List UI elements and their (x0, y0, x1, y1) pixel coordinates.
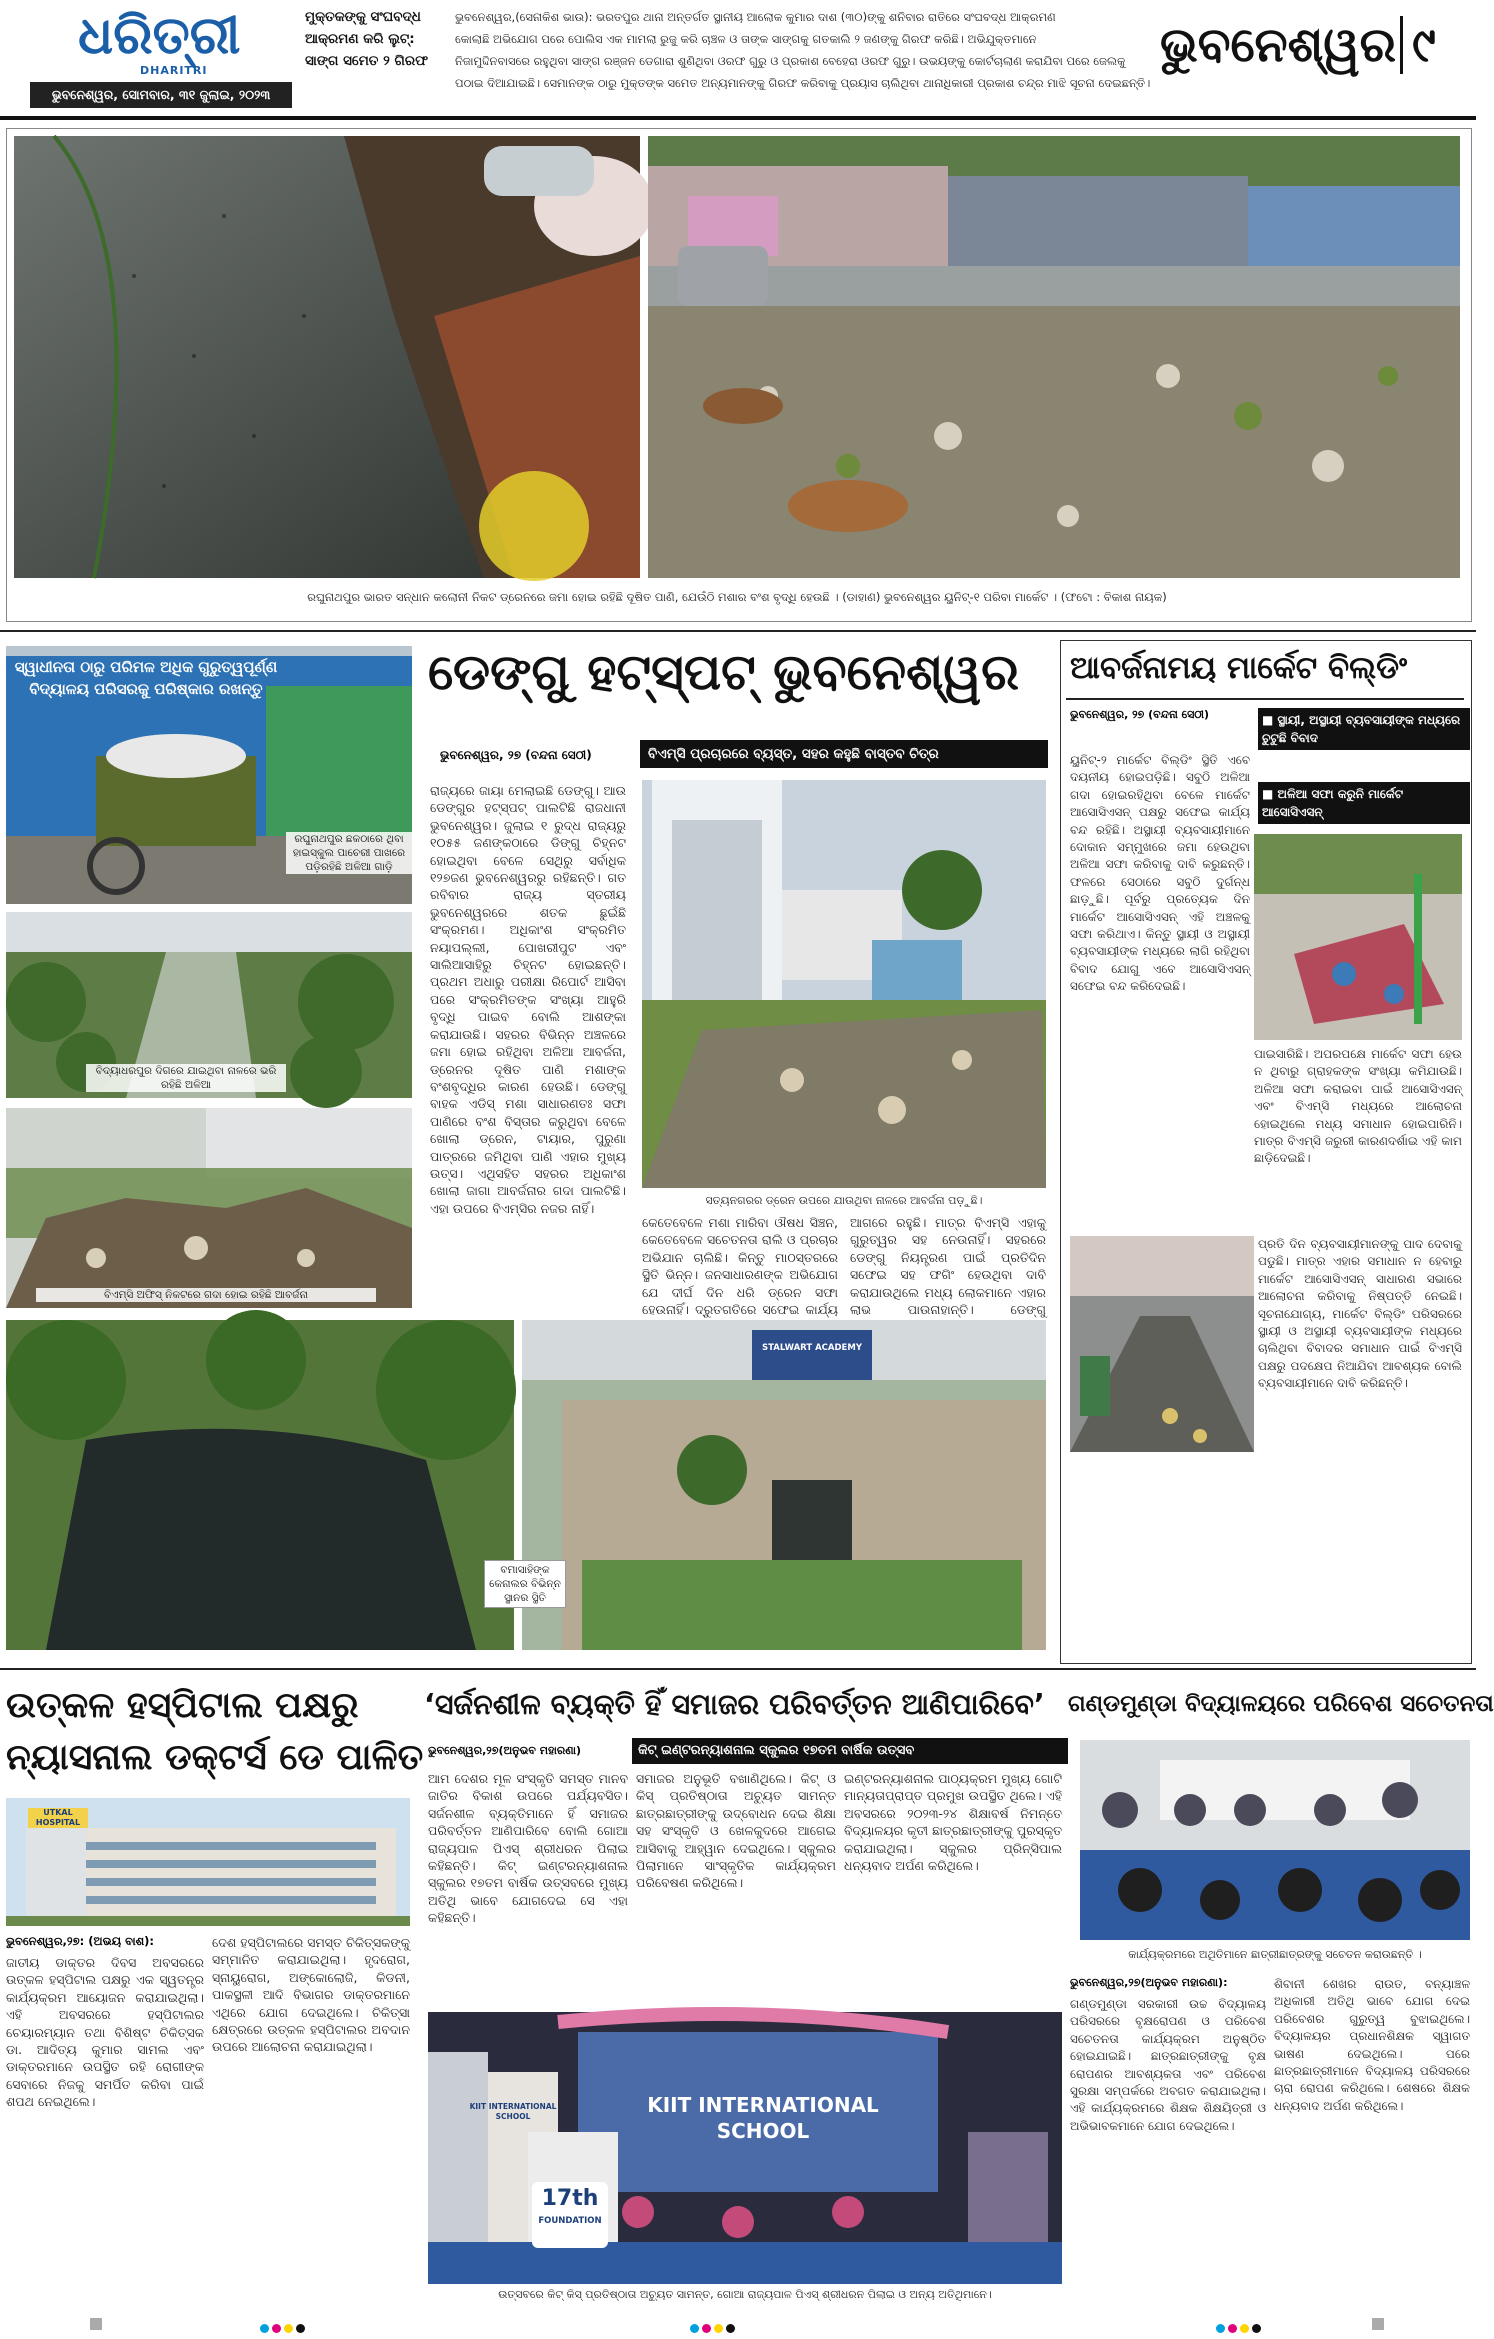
market-bullet-1 (1258, 708, 1470, 750)
photo-caption-left-3: ବିଏମ୍‌ସି ଅଫିସ୍‌ ନିକଟରେ ଗଦା ହୋଇ ରହିଛି ଆବର୍ଜନା (36, 1288, 376, 1302)
registration-dot (1240, 2324, 1249, 2333)
kiit-event-photo (428, 2012, 1062, 2284)
culvert-image (522, 1320, 1046, 1650)
kiit-body-col-1: ଆମ ଦେଶର ମୂଳ ସଂସ୍କୃତି ସମସ୍ତ ମାନବ ଜାତିର ବିକାଶ ଉପରେ ପର୍ଯ୍ୟବସିତ। ସର୍ଜନଶୀଳ ବ୍ୟକ୍ତିମାନେ ହିଁ ସମାଜର ପରିବର୍ତ୍ତନ ଆଣିପାରିବେ ବୋଲି ଗୋଆ ରାଜ୍ୟପାଳ ପିଏସ୍‌ ଶ୍ରୀଧରନ ପିଲାଇ କହିଛନ୍ତି। କିଟ୍‌ ଇଣ୍ଟରନ୍ୟାଶନାଲ ସ୍କୁଲର ୧୭ତମ ବାର୍ଷିକ ଉତ୍ସବରେ ମୁଖ୍ୟ ଅତିଥି ଭାବେ ଯୋଗଦେଇ ସେ ଏହା କହିଛନ୍ତି। (428, 1771, 628, 1926)
vegetable-market-photo (648, 136, 1460, 578)
main-headline: ଡେଙ୍ଗୁ ହଟ୍‌ସ୍ପଟ୍‌ ଭୁବନେଶ୍ୱର (428, 643, 1019, 701)
school-body-col-1: ଗଣ୍ଡମୁଣ୍ଡା ସରକାରୀ ଉଚ୍ଚ ବିଦ୍ୟାଳୟ ପରିସରରେ ବୃକ୍ଷରୋପଣ ଓ ପରିବେଶ ସଚେତନତା କାର୍ଯ୍ୟକ୍ରମ ଅନୁଷ୍ଠିତ ହୋଇଯାଇଛି। ଛାତ୍ରଛାତ୍ରୀଙ୍କୁ ବୃକ୍ଷ ରୋପଣର ଆବଶ୍ୟକତା ଏବଂ ପରିବେଶ ସୁରକ୍ଷା ସମ୍ପର୍କରେ ଅବଗତ କରାଯାଇଥିଲା। ଏହି କାର୍ଯ୍ୟକ୍ରମରେ ଶିକ୍ଷକ ଶିକ୍ଷୟିତ୍ରୀ ଓ ଅଭିଭାବକମାନେ ଯୋଗ ଦେଇଥିଲେ। (1070, 1997, 1266, 2133)
page-number: ୯ (1412, 17, 1436, 73)
market-body-b: ପାଇସାରିଛି। ଅପରପକ୍ଷେ ମାର୍କେଟ ସଫା ହେଉ ନ ଥିବାରୁ ଗ୍ରାହକଙ୍କ ସଂଖ୍ୟା କମିଯାଉଛି। ଅଳିଆ ସଫା କରାଇବା ପାଇଁ ଆସୋସିଏସନ୍‌ ଏବଂ ବିଏମ୍‌ସି ମଧ୍ୟରେ ଆଲୋଚନା ହୋଇଥିଲେ ମଧ୍ୟ ସମାଧାନ ହୋଇପାରିନି। ମାତ୍ର ବିଏମ୍‌ସି ଜରୁରୀ କାରଣଦର୍ଶାଇ ଏହି କାମ ଛାଡ଼ିଦେଇଛି। (1254, 1047, 1462, 1166)
poster-text-line: ସ୍ୱାଧୀନତା ଠାରୁ ପରିମଳ ଅଧିକ ଗୁରୁତ୍ୱପୂର୍ଣ୍ଣ (14, 658, 278, 676)
registration-dot (284, 2324, 293, 2333)
registration-dot (272, 2324, 281, 2333)
bullet-icon: ■ (1262, 787, 1278, 801)
market-body-c: ପ୍ରତି ଦିନ ବ୍ୟବସାୟୀମାନଙ୍କୁ ପାଦ ଦେବାକୁ ପଡୁଛି। ମାତ୍ର ଏହାର ସମାଧାନ ନ ହେବାରୁ ମାର୍କେଟ ଆସୋସିଏସନ୍‌ ସାଧାରଣ ସଭାରେ ଆଲୋଚନା କରିବାକୁ ନିଷ୍ପତ୍ତି ନେଇଛି। ସୂଚନାଯୋଗ୍ୟ, ମାର୍କେଟ ବିଲ୍ଡିଂ ପରିସରରେ ସ୍ଥାୟୀ ଓ ଅସ୍ଥାୟୀ ବ୍ୟବସାୟୀଙ୍କ ମଧ୍ୟରେ ଚାଲିଥିବା ବିବାଦର ସମାଧାନ ପାଇଁ ବିଏମ୍‌ସି ପକ୍ଷରୁ ପଦକ୍ଷେପ ନିଆଯିବା ଆବଶ୍ୟକ ବୋଲି ବ୍ୟବସାୟୀମାନେ ଦାବି କରିଛନ୍ତି। (1258, 1237, 1462, 1391)
classroom-event-image (1080, 1740, 1470, 1940)
registration-dot (1216, 2324, 1225, 2333)
kiit-body-col-2: ସମାଜର ଅନୁଭୂତି ବଖାଣିଥିଲେ। କିଟ୍‌ ଓ କିସ୍‌ ପ୍ରତିଷ୍ଠାତା ଅଚ୍ୟୁତ ସାମନ୍ତ ଛାତ୍ରଛାତ୍ରୀଙ୍କୁ ଉଦ୍‌ବୋଧନ ଦେଇ ଶିକ୍ଷା ସହ ସଂସ୍କୃତି ଓ ଖେଳକୁଦରେ ଆଗେଇ ଆସିବାକୁ ଆହ୍ୱାନ ଦେଇଥିଲେ। ସ୍କୁଲର ପିଲାମାନେ ସାଂସ୍କୃତିକ କାର୍ଯ୍ୟକ୍ରମ ପରିବେଷଣ କରିଥିଲେ। (636, 1771, 836, 1891)
registration-dot (1252, 2324, 1261, 2333)
main-photo-caption: ସତ୍ୟନଗରର ଡ୍ରେନ ଉପରେ ଯାଉଥିବା ନାଳରେ ଆବର୍ଜନା ପଡ଼ୁଛି। (705, 1194, 983, 1207)
brief-line: ପଠାଇ ଦିଆଯାଇଛି। ସେମାନଙ୍କ ଠାରୁ ମୁକ୍ତଙ୍କ ସମେତ ଅନ୍ୟମାନଙ୍କୁ ଗିରଫ କରିବାକୁ ପ୍ରୟାସ ଚାଲିଥିବା ଥାନାଧିକାରୀ ପ୍ରକାଶ ଚନ୍ଦ୍ର ମାଝି ସୂଚନା ଦେଇଛନ୍ତି। (455, 76, 1151, 90)
black-water-drain-photo (6, 1320, 514, 1650)
market-body-a: ୟୁନିଟ୍‌-୨ ମାର୍କେଟ ବିଲ୍ଡିଂ ସ୍ଥିତି ଏବେ ଦୟନୀୟ ହୋଇପଡ଼ିଛି। ସବୁଠି ଅଳିଆ ଗଦା ହୋଇରହିଥିବା ବେଳେ ମାର୍କେଟ ଆସୋସିଏସନ୍‌ ପକ୍ଷରୁ ସଫେଇ କାର୍ଯ୍ୟ ବନ୍ଦ ରହିଛି। ଅସ୍ଥାୟୀ ବ୍ୟବସାୟୀମାନେ ଦୋକାନ ସମ୍ମୁଖରେ ଜମା ହେଉଥିବା ଅଳିଆ ସଫା କରିବାକୁ ଦାବି କରୁଛନ୍ତି। ଫଳରେ ସେଠାରେ ସବୁଠି ଦୁର୍ଗନ୍ଧ ଛାଡ଼ୁଛି। ପୂର୍ବରୁ ପ୍ରତ୍ୟେକ ଦିନ ମାର୍କେଟ ଆସୋସିଏସନ୍‌ ଏହି ଅଞ୍ଚଳକୁ ସଫା କରିଥାଏ। କିନ୍ତୁ ସ୍ଥାୟୀ ଓ ଅସ୍ଥାୟୀ ବ୍ୟବସାୟୀଙ୍କ ମଧ୍ୟରେ ଲାଗି ରହିଥିବା ବିବାଦ ଯୋଗୁ ଏବେ ଆସୋସିଏସନ୍‌ ସଫେଇ ବନ୍ଦ କରିଦେଇଛି। (1070, 753, 1250, 994)
bullet-icon: ■ (1262, 713, 1278, 727)
registration-dot (726, 2324, 735, 2333)
market-headline-rule (1066, 698, 1464, 700)
foundation-badge (532, 2182, 608, 2248)
school-wall-photo (6, 646, 412, 904)
section-divider (1400, 16, 1403, 74)
utkal-hospital-photo (6, 1798, 410, 1926)
main-deck: ବିଏମ୍‌ସି ପ୍ରଚାରରେ ବ୍ୟସ୍ତ, ସହର କହୁଛି ବାସ୍ତବ ଚିତ୍ର (640, 740, 1048, 768)
bullet-text: ଅଳିଆ ସଫା କରୁନି ମାର୍କେଟ ଆସୋସିଏସନ୍‌ (1262, 787, 1404, 819)
hospital-sign: UTKAL HOSPITAL (28, 1808, 88, 1828)
main-body-col-3: ଆଗରେ ରହୁଛି। ମାତ୍ର ବିଏମ୍‌ସି ଏହାକୁ ଗୁରୁତ୍ୱର ସହ ନେଉନାହିଁ। ସହରରେ ଡେଙ୍ଗୁ ନିୟନ୍ତ୍ରଣ ପାଇଁ ପ୍ରତିଦିନ ସଫେଇ ସହ ଫଗିଂ ହେଉଥିବା ଦାବି କରାଯାଉଥିଲେ ମଧ୍ୟ ଲୋକମାନେ ଏହାର ଲାଭ ପାଉନାହାନ୍ତି। ଡେଙ୍ଗୁ (850, 1215, 1046, 1318)
kiit-headline: ‘ସର୍ଜନଶୀଳ ବ୍ୟକ୍ତି ହିଁ ସମାଜର ପରିବର୍ତ୍ତନ ଆଣିପାରିବେ’ (424, 1688, 1045, 1721)
stagnant-drain-photo (14, 136, 640, 578)
brief-title-line: ମୁକ୍ତକଙ୍କୁ ସଂଘବଦ୍ଧ (305, 9, 421, 25)
dateline-bar (30, 82, 292, 108)
headline-line: ନ୍ୟାସନାଲ ଡକ୍ଟର୍ସ ଡେ ପାଳିତ (6, 1737, 424, 1778)
school-photo-caption: କାର୍ଯ୍ୟକ୍ରମରେ ଅଥିତିମାନେ ଛାତ୍ରୀଛାତ୍ରଙ୍କୁ ସଚେତନ କରାଉଛନ୍ତି । (1128, 1948, 1422, 1961)
masthead-rule (0, 116, 1476, 120)
school-body-col-2: ଶିବାନୀ ଶେଖର ରାଉତ, ବନ୍ୟାଞ୍ଚଳ ଅଧିକାରୀ ଅତିଥି ଭାବେ ଯୋଗ ଦେଇ ପରିବେଶର ଗୁରୁତ୍ୱ ବୁଝାଇଥିଲେ। ବିଦ୍ୟାଳୟର ପ୍ରଧାନଶିକ୍ଷକ ସ୍ୱାଗତ ଭାଷଣ ଦେଇଥିଲେ। ପରେ ଛାତ୍ରଛାତ୍ରୀମାନେ ବିଦ୍ୟାଳୟ ପରିସରରେ ଚାରା ରୋପଣ କରିଥିଲେ। ଶେଷରେ ଶିକ୍ଷକ ଧନ୍ୟବାଦ ଅର୍ପଣ କରିଥିଲେ। (1274, 1977, 1470, 2113)
school-headline: ଗଣ୍ଡମୁଣ୍ଡା ବିଦ୍ୟାଳୟରେ ପରିବେଶ ସଚେତନତା (1068, 1691, 1494, 1717)
headline-line: ଉତ୍କଳ ହସ୍ପିଟାଲ ପକ୍ଷରୁ (6, 1685, 359, 1726)
brief-title (305, 6, 450, 72)
school-byline: ଭୁବନେଶ୍ୱର,୨୭(ଅନୁଭବ ମହାରଣା): (1070, 1976, 1228, 1989)
stage-event-image (428, 2012, 1062, 2284)
market-corridor-image (1070, 1236, 1254, 1452)
drain-caption-box: ବମାସାହିଙ୍କ କେନାଲର ବିଭିନ୍ନ ସ୍ଥାନର ସ୍ଥିତି (484, 1560, 566, 1608)
footer (0, 2312, 1476, 2339)
main-byline: ଭୁବନେଶ୍ୱର, ୨୭ (ବନ୍ଦନା ସେଠୀ) (440, 748, 592, 762)
utkal-body-col-2: ଦେଶ ହସ୍ପିଟାଲରେ ସମସ୍ତ ଚିକିତ୍ସକଙ୍କୁ ସମ୍ମାନିତ କରାଯାଇଥିଲା। ହୃଦରୋଗ, ସ୍ନାୟୁରୋଗ, ଅଙ୍କୋଲୋଜି, କିଡନୀ, ପାକସ୍ଥଳୀ ଆଦି ବିଭାଗର ଡାକ୍ତରମାନେ ଏଥିରେ ଯୋଗ ଦେଇଥିଲେ। ଚିକିତ୍ସା କ୍ଷେତ୍ରରେ ଉତ୍କଳ ହସ୍ପିଟାଲର ଅବଦାନ ଉପରେ ଆଲୋଚନା କରାଯାଇଥିଲା। (212, 1935, 410, 2055)
registration-marks (260, 2318, 308, 2337)
kiit-byline: ଭୁବନେଶ୍ୱର,୨୭(ଅନୁଭବ ମହାରଣା) (428, 1744, 582, 1757)
registration-dot (296, 2324, 305, 2333)
badge-label: FOUNDATION (538, 2216, 602, 2226)
drain-garbage-image (642, 780, 1046, 1188)
black-drain-image (6, 1320, 514, 1650)
photo-caption-left-2: ବିଦ୍ୟାଧରପୁର ଦିଗରେ ଯାଇଥିବା ନାଳରେ ଭରି ରହିଛି ଅଳିଆ (86, 1064, 286, 1092)
garbage-heap-image (6, 1108, 412, 1308)
registration-dot (702, 2324, 711, 2333)
kiit-deck: କିଟ୍‌ ଇଣ୍ଟରନ୍ୟାଶନାଲ ସ୍କୁଲର ୧୭ତମ ବାର୍ଷିକ ଉତ୍ସବ (632, 1738, 1068, 1764)
market-headline: ଆବର୍ଜନାମୟ ମାର୍କେଟ ବିଲ୍ଡିଂ (1070, 650, 1408, 686)
dateline: ଭୁବନେଶ୍ୱର, ସୋମବାର, ୩୧ ଜୁଲାଇ, ୨୦୨୩ (51, 87, 271, 102)
brief-line: କୋଲାଛି ଅଭିଯୋଗ ପରେ ପୋଲିସ ଏକ ମାମଲା ରୁଜୁ କରି ଚାଞ୍ଚଳ ଓ ତାଙ୍କ ସାଙ୍ଗକୁ ଗତକାଲି ୨ ଜଣଙ୍କୁ ଗିରଫ କରିଛି। ଅଭିଯୁକ୍ତମାନେ (455, 32, 1037, 46)
kiit-body-col-3: ଇଣ୍ଟରନ୍ୟାଶନାଲ ପାଠ୍ୟକ୍ରମ ମୁଖ୍ୟ ଗୋଟି ମାନ୍ୟତାପ୍ରାପ୍ତ ପ୍ରମୁଖ ଉପସ୍ଥିତ ଥିଲେ। ଏହି ଅବସରରେ ୨୦୨୩-୨୪ ଶିକ୍ଷାବର୍ଷ ନିମନ୍ତେ ବିଦ୍ୟାଳୟର କୃତୀ ଛାତ୍ରଛାତ୍ରୀଙ୍କୁ ପୁରସ୍କୃତ କରାଯାଇଥିଲା। ସ୍କୁଲର ପ୍ରିନ୍ସିପାଲ ଧନ୍ୟବାଦ ଅର୍ପଣ କରିଥିଲେ। (844, 1771, 1062, 1874)
kiit-photo-caption: ଉତ୍ସବରେ କିଟ୍‌ କିସ୍‌ ପ୍ରତିଷ୍ଠାତା ଅଚ୍ୟୁତ ସାମନ୍ତ, ଗୋଆ ରାଜ୍ୟପାଳ ପିଏସ୍‌ ଶ୍ରୀଧରନ ପିଲାଇ ଓ ଅନ୍ୟ ଅତିଥିମାନେ। (498, 2288, 992, 2301)
brief-title-line: ଆକ୍ରମଣ କରି ଲୁଟ୍‌: (305, 31, 415, 47)
kiit-banner-text: KIIT INTERNATIONAL SCHOOL (647, 2093, 879, 2143)
utkal-headline (6, 1680, 424, 1784)
academy-sign: STALWART ACADEMY (762, 1343, 862, 1353)
bullet-text: ସ୍ଥାୟୀ, ଅସ୍ଥାୟୀ ବ୍ୟବସାୟୀଙ୍କ ମଧ୍ୟରେ ଚୁଟୁଛି ବିବାଦ (1262, 713, 1461, 745)
main-body-col-2: କେତେବେଳେ ମଶା ମାରିବା ଔଷଧ ସିଞ୍ଚନ, କେତେବେଳେ ସଚେତନତା ରାଲି ଓ ପ୍ରଚାର ଅଭିଯାନ ଚାଲିଛି। କିନ୍ତୁ ମାଠସ୍ତରରେ ସ୍ଥିତି ଭିନ୍ନ। ଜନସାଧାରଣଙ୍କ ଅଭିଯୋଗ ଯେ ଦୀର୍ଘ ଦିନ ଧରି ଡ୍ରେନ ସଫା ହେଉନାହିଁ। ଦ୍ରୁତଗତିରେ ସଫେଇ କାର୍ଯ୍ୟ (642, 1215, 838, 1318)
school-event-photo (1080, 1740, 1470, 1940)
registration-dot (260, 2324, 269, 2333)
section-title: ଭୁବନେଶ୍ୱର (1160, 17, 1396, 73)
main-body-col-1: ରାଜ୍ୟରେ ଜାୟା ମେଲାଇଛି ଡେଙ୍ଗୁ। ଆଉ ଡେଙ୍ଗୁର ହଟ୍‌ସ୍ପଟ୍‌ ପାଲଟିଛି ରାଜଧାନୀ ଭୁବନେଶ୍ୱର। ଜୁଲାଇ ୧ ରୁଦ୍ଧ ରାଜ୍ୟରୁ ୧୦୫୫ ଜଣଙ୍କଠାରେ ଡିଙ୍ଗୁ ଚିହ୍ନଟ ହୋଇଥିବା ବେଳେ ସେଥିରୁ ସର୍ବାଧିକ ୧୨୭ଜଣ ଭୁବନେଶ୍ୱରରୁ ରହିଛନ୍ତି। ଗତ ରବିବାର ରାଜ୍ୟ ସ୍ତରୀୟ ଭୁବନେଶ୍ୱରରେ ଶତକ ଛୁଇଁଛି ସଂକ୍ରମଣ। ଅଧିକାଂଶ ସଂକ୍ରମିତ ନୟାପଲ୍ଲୀ, ପୋଖରୀପୁଟ ଏବଂ ସାଲିଆସାହିରୁ ଚିହ୍ନଟ ହୋଇଛନ୍ତି। ପ୍ରଥମ ଅଧାରୁ ପରୀକ୍ଷା ରିପୋର୍ଟ ଆସିବା ପରେ ସଂକ୍ରମିତଙ୍କ ସଂଖ୍ୟା ଆହୁରି ବୃଦ୍ଧି ପାଇବ ବୋଲି ଆଶଙ୍କା କରାଯାଉଛି। ସହରର ବିଭିନ୍ନ ଅଞ୍ଚଳରେ ଜମା ହୋଇ ରହିଥିବା ଅଳିଆ ଆବର୍ଜନା, ଡ୍ରେନର ଦୂଷିତ ପାଣି ମଶାଙ୍କ ବଂଶବୃଦ୍ଧିର କାରଣ ହେଉଛି। ଡେଙ୍ଗୁ ବାହକ ଏଡିସ୍‌ ମଶା ସାଧାରଣତଃ ସଫା ପାଣିରେ ବଂଶ ବିସ୍ତାର କରୁଥିବା ବେଳେ ଖୋଲା ଡ୍ରେନ, ଟାୟାର, ପୁରୁଣା ପାତ୍ରରେ ଜମିଥିବା ପାଣି ଏହାର ମୁଖ୍ୟ ଉତ୍ସ। ଏଥିସହିତ ସହରର ଅଧିକାଂଶ ଖୋଲା ଜାଗା ଆବର୍ଜନାର ଗଦା ପାଲଟିଛି। ଏହା ଉପରେ ବିଏମ୍‌ସିର ନଜର ନାହିଁ। (430, 783, 626, 1216)
brief-line: ଭୁବନେଶ୍ୱର,(ସେନାକିଶ ଭାଉ): ଭରତପୁର ଥାନା ଅନ୍ତର୍ଗତ ସ୍ଥାନୀୟ ଆଲୋକ କୁମାର ଦାଶ (୩୦)ଙ୍କୁ ଶନିବାର ରାତିରେ ସଂଘବଦ୍ଧ ଆକ୍ରମଣ (455, 10, 1056, 24)
market-corridor-photo (1070, 1236, 1254, 1452)
drain-water-image (14, 136, 640, 578)
market-garbage-image (1254, 834, 1462, 1040)
utkal-byline: ଭୁବନେଶ୍ୱର,୨୭: (ଅଭୟ ବାଶ): (6, 1934, 155, 1948)
canal-culvert-photo (522, 1320, 1046, 1650)
registration-dot (690, 2324, 699, 2333)
registration-dot (1228, 2324, 1237, 2333)
utkal-body-col-1: ଜାତୀୟ ଡାକ୍ତର ଦିବସ ଅବସରରେ ଉତ୍କଳ ହସ୍ପିଟାଲ ପକ୍ଷରୁ ଏକ ସ୍ୱତନ୍ତ୍ର କାର୍ଯ୍ୟକ୍ରମ ଆୟୋଜନ କରାଯାଇଥିଲା। ଏହି ଅବସରରେ ହସ୍ପିଟାଲର ଚେୟାରମ୍ୟାନ ତଥା ବିଶିଷ୍ଟ ଚିକିତ୍ସକ ଡା. ଆଦିତ୍ୟ କୁମାର ସାମଲ ଏବଂ ଡାକ୍ତରମାନେ ଉପସ୍ଥିତ ରହି ରୋଗୀଙ୍କ ସେବାରେ ନିଜକୁ ସମର୍ପିତ କରିବା ପାଇଁ ଶପଥ ନେଇଥିଲେ। (6, 1955, 204, 2110)
photo-caption-left-1: ରଘୁନାଥପୁର ଛକଠାରେ ଥିବା ହାଇସ୍କୁଲ ପାଚେରୀ ପାଖରେ ପଡ଼ିରହିଛି ଅଳିଆ ଗାଡ଼ି (286, 832, 412, 874)
market-garbage-image (648, 136, 1460, 578)
newspaper-logo: ଧରିତ୍ରୀ (78, 5, 241, 66)
registration-marks (1216, 2318, 1264, 2337)
registration-block (1372, 2318, 1384, 2330)
brief-line: ନିଜାମୁଦ୍ଦିନବାସରେ ରହୁଥିବା ସାଙ୍ଗ ରଞ୍ଜନ ଡେଗାରା ଶୁଣିଥିବା ଓରଫ ଗୁରୁ ଓ ପ୍ରକାଶ ବେହେରା ଓରଫ ଗୁରୁ। ଉଭୟଙ୍କୁ କୋର୍ଟଚାଲାଣ କରାଯିବା ପରେ ଜେଲକୁ (455, 54, 1126, 68)
registration-marks (690, 2318, 738, 2337)
market-garbage-photo (1254, 834, 1462, 1040)
registration-dot (714, 2324, 723, 2333)
bottom-section-rule (0, 1668, 1476, 1670)
brief-body (455, 6, 1151, 94)
canal-photo (6, 912, 412, 1098)
poster-text (6, 656, 286, 700)
satyanagar-drain-photo (642, 780, 1046, 1188)
registration-block (90, 2318, 102, 2330)
poster-text-line: ବିଦ୍ୟାଳୟ ପରିସରକୁ ପରିଷ୍କାର ରଖନ୍ତୁ (29, 680, 263, 698)
brief-title-line: ସାଙ୍ଗ ସମେତ ୨ ଗିରଫ (305, 53, 429, 69)
masthead (0, 0, 1476, 118)
kiit-podium-text: KIIT INTERNATIONAL SCHOOL (469, 2102, 557, 2121)
market-bullet-2 (1258, 782, 1470, 824)
top-photo-caption: ରଘୁନାଥପୁର ଭାରତ ସନ୍ଧାନ କଲୋନୀ ନିକଟ ଡ୍ରେନରେ ଜମା ହୋଇ ରହିଛି ଦୂଷିତ ପାଣି, ଯେଉଁଠି ମଶାର ବଂଶ ବୃଦ୍ଧି ହେଉଛି । (ଡାହାଣ) ଭୁବନେଶ୍ୱର ୟୁନିଟ୍‌-୧ ପରିବା ମାର୍କେଟ । (ଫଟୋ : ବିକାଶ ନାୟକ) (307, 590, 1167, 604)
logo-subtitle: DHARITRI (140, 64, 208, 77)
garbage-heap-photo (6, 1108, 412, 1308)
market-byline: ଭୁବନେଶ୍ୱର, ୨୭ (ବନ୍ଦନା ସେଠୀ) (1070, 708, 1210, 721)
divider-rule (0, 630, 1476, 632)
badge-number: 17th (541, 2186, 599, 2211)
